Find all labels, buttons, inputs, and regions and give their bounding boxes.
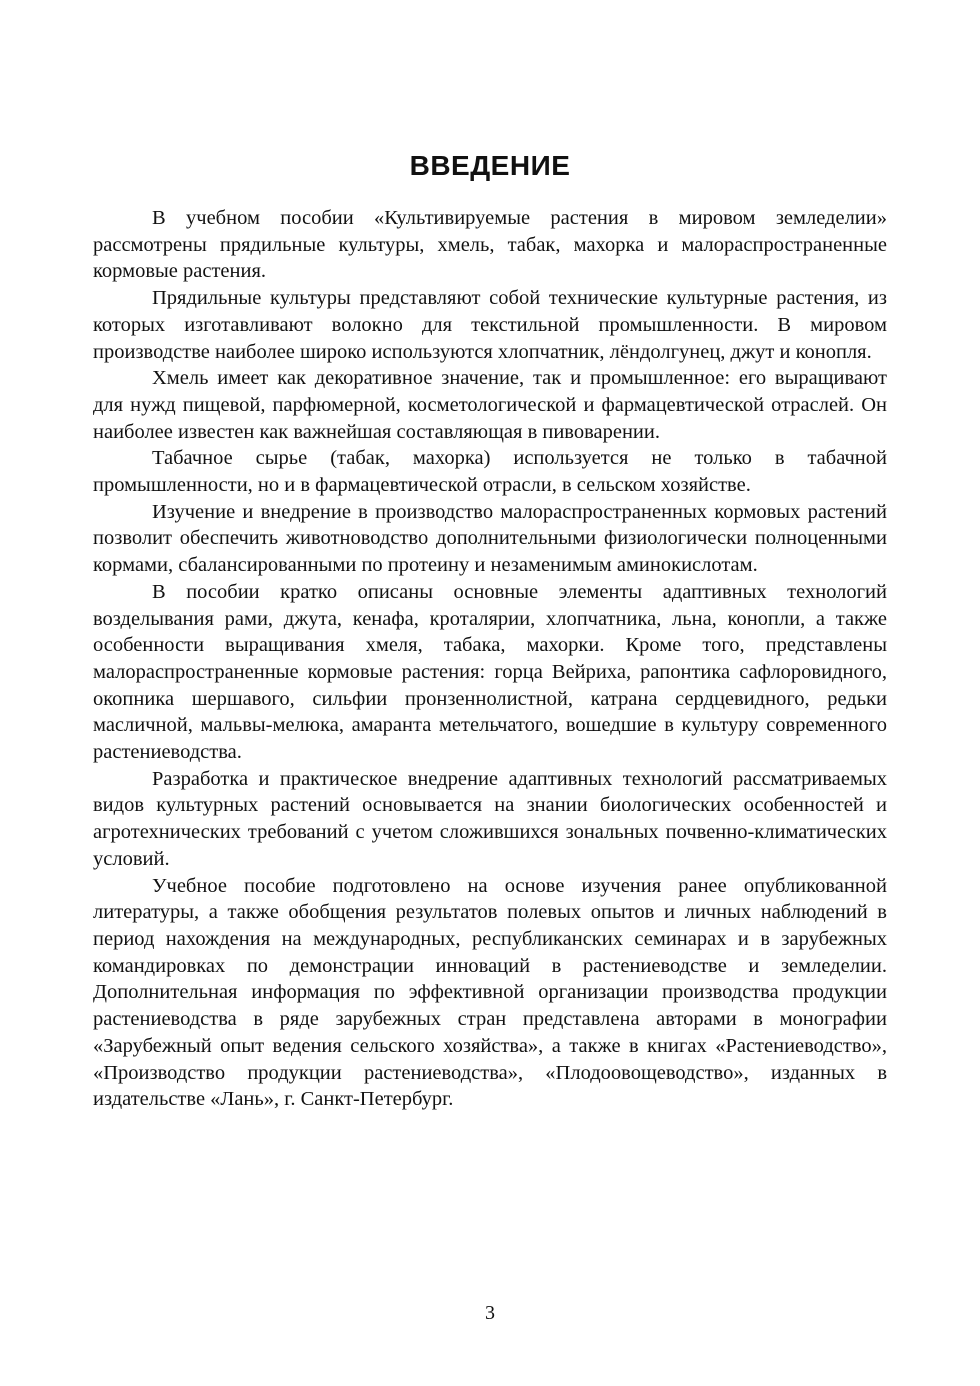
paragraph-2: Прядильные культуры представляют собой технические культурные растения, из которых изготавливают волокно для текстильной промышленности. В мировом производстве наиболее широко используются хлопчатник, лёндолгунец, джут и конопля. (93, 287, 887, 363)
paragraph-8: Учебное пособие подготовлено на основе изучения ранее опубликованной литературы, а также обобщения результатов полевых опытов и личных наблюдений в период нахождения на международных, республиканских семинарах и в зарубежных командировках по демонстрации инноваций в растениеводстве и земледелии. Дополнительная информация по эффективной организации производства продукции растениеводства в ряде зарубежных стран представлена авторами в монографии «Зарубежный опыт ведения сельского хозяйства», а также в книгах «Растениеводство», «Производство продукции растениеводства», «Плодоовощеводство», изданных в издательстве «Лань», г. Санкт-Петербург. (93, 874, 887, 1111)
paragraph-3: Хмель имеет как декоративное значение, так и промышленное: его выращивают для нужд пищевой, парфюмерной, косметологической и фармацевтической отраслей. Он наиболее известен как важнейшая составляющая в пивоварении. (93, 367, 887, 443)
body-text (93, 205, 887, 1113)
page-title: ВВЕДЕНИЕ (409, 150, 571, 181)
paragraph-4: Табачное сырье (табак, махорка) используется не только в табачной промышленности, но и в фармацевтической отрасли, в сельском хозяйстве. (93, 447, 887, 497)
paragraph-6: В пособии кратко описаны основные элементы адаптивных технологий возделывания рами, джута, кенафа, кроталярии, хлопчатника, льна, конопли, а также особенности выращивания хмеля, табака, махорки. Кроме того, представлены малораспространенные кормовые растения: горца Вейриха, рапонтика сафлоровидного, окопника шершавого, сильфии пронзеннолистной, катрана сердцевидного, редьки масличной, мальвы-мелюка, амаранта метельчатого, вошедшие в культуру современного растениеводства. (93, 580, 887, 764)
page-number: 3 (485, 1302, 495, 1324)
paragraph-1: В учебном пособии «Культивируемые растения в мировом земледелии» рассмотрены прядильные культуры, хмель, табак, махорка и малораспространенные кормовые растения. (93, 207, 887, 283)
paragraph-7: Разработка и практическое внедрение адаптивных технологий рассматриваемых видов культурных растений основывается на знании биологических особенностей и агротехнических требований с учетом сложившихся зональных почвенно-климатических условий. (93, 767, 887, 870)
paragraph-5: Изучение и внедрение в производство малораспространенных кормовых растений позволит обеспечить животноводство дополнительными физиологически полноценными кормами, сбалансированными по протеину и незаменимым аминокислотам. (93, 500, 887, 577)
